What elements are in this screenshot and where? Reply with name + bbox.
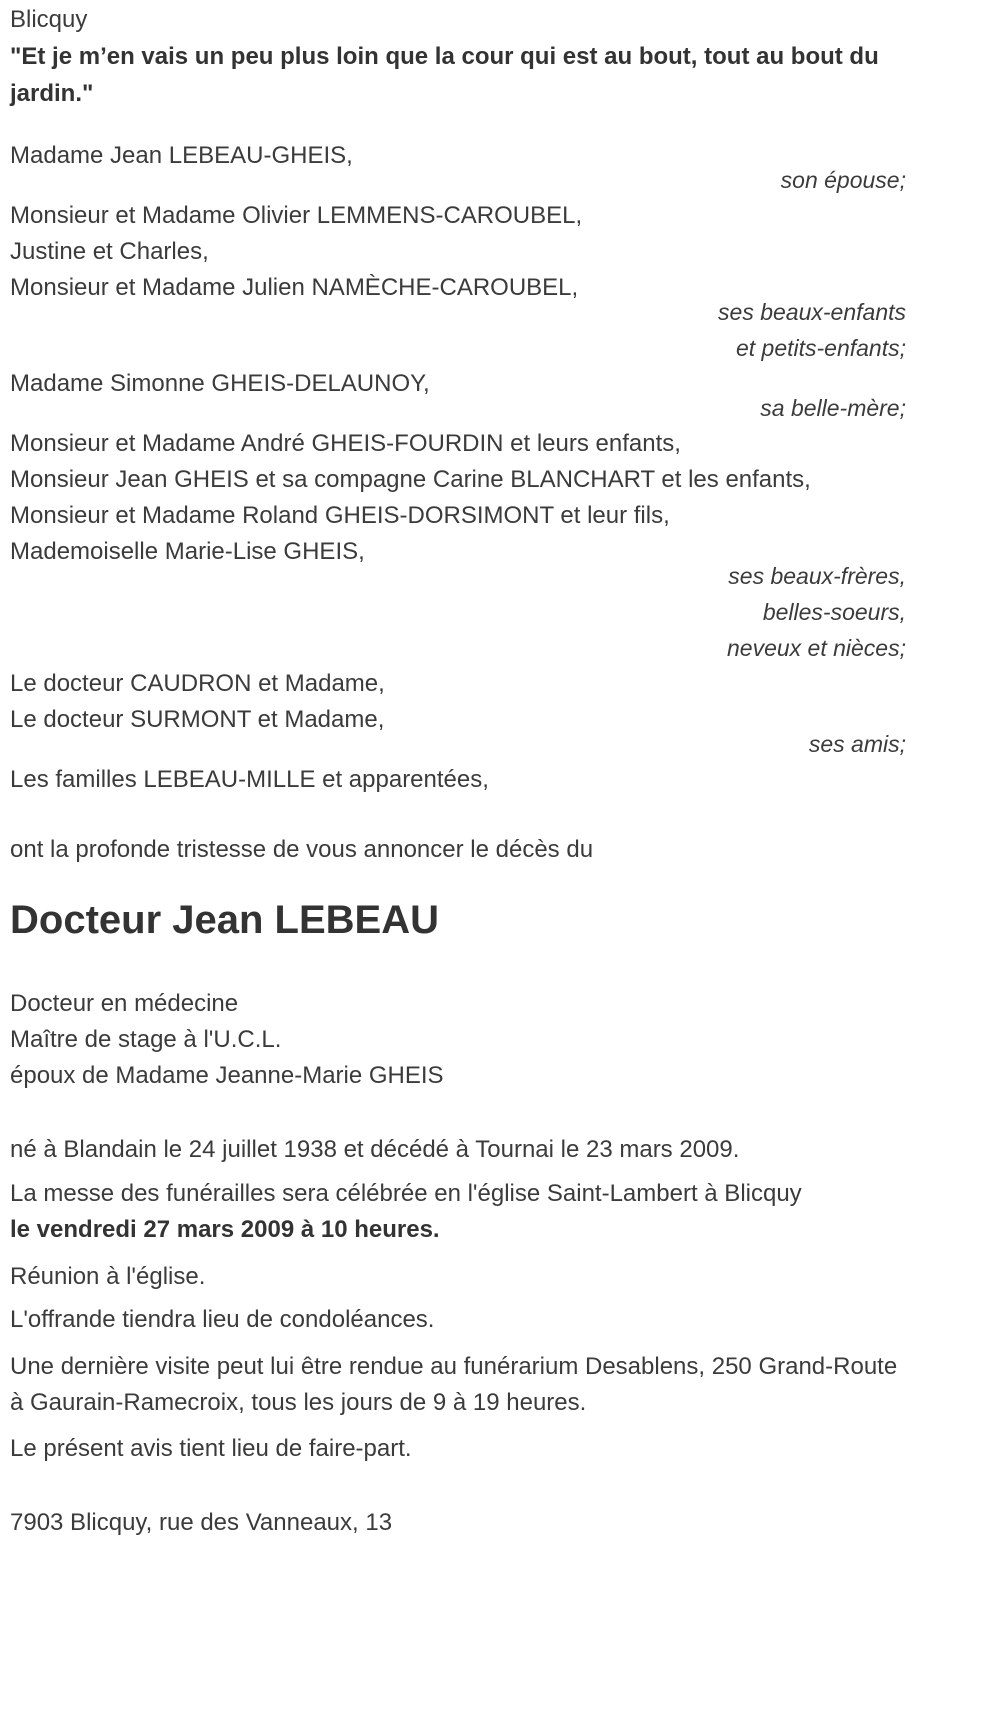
reunion-line: Réunion à l'église. bbox=[10, 1263, 206, 1290]
mourner-line: Justine et Charles, bbox=[10, 238, 209, 265]
mourner-line: Le docteur CAUDRON et Madame, bbox=[10, 670, 385, 697]
last-visit-paragraph: Une dernière visite peut lui être rendue au funérarium Desablens, 250 Grand-Route à Gaurain-Ramecroix, tous les jours de 9 à 19 heures. bbox=[10, 1353, 898, 1416]
title-line: Maître de stage à l'U.C.L. bbox=[10, 1026, 282, 1053]
place-line: Blicquy bbox=[10, 6, 88, 33]
mourner-line: Monsieur Jean GHEIS et sa compagne Carine BLANCHART et les enfants, bbox=[10, 466, 811, 493]
announcement-line: ont la profonde tristesse de vous annoncer le décès du bbox=[10, 836, 594, 863]
birth-death-line: né à Blandain le 24 juillet 1938 et décédé à Tournai le 23 mars 2009. bbox=[10, 1136, 740, 1163]
mourner-line: Madame Jean LEBEAU-GHEIS, bbox=[10, 142, 353, 169]
mourner-line: Monsieur et Madame André GHEIS-FOURDIN et leurs enfants, bbox=[10, 430, 681, 457]
mourner-line: Monsieur et Madame Olivier LEMMENS-CAROUBEL, bbox=[10, 202, 583, 229]
relation-line: ses amis; bbox=[808, 731, 906, 757]
relation-line: ses beaux-frères, bbox=[728, 563, 906, 589]
notice-line: Le présent avis tient lieu de faire-part. bbox=[10, 1435, 412, 1462]
mourner-line: Madame Simonne GHEIS-DELAUNOY, bbox=[10, 370, 430, 397]
relation-line: neveux et nièces; bbox=[726, 635, 906, 661]
mourner-line: Le docteur SURMONT et Madame, bbox=[10, 706, 385, 733]
offering-line: L'offrande tiendra lieu de condoléances. bbox=[10, 1306, 435, 1333]
mourner-line: Monsieur et Madame Roland GHEIS-DORSIMONT et leur fils, bbox=[10, 502, 670, 529]
relation-line: son épouse; bbox=[780, 167, 906, 193]
relation-line: et petits-enfants; bbox=[735, 335, 906, 361]
deceased-titles bbox=[10, 986, 906, 1094]
mourner-line: Mademoiselle Marie-Lise GHEIS, bbox=[10, 538, 365, 565]
mourner-line: Les familles LEBEAU-MILLE et apparentées, bbox=[10, 766, 489, 793]
mourners-list bbox=[10, 138, 906, 798]
relation-line: sa belle-mère; bbox=[760, 395, 906, 421]
title-line: époux de Madame Jeanne-Marie GHEIS bbox=[10, 1062, 444, 1089]
funeral-mass-paragraph bbox=[10, 1176, 906, 1248]
funeral-mass-datetime: le vendredi 27 mars 2009 à 10 heures. bbox=[10, 1216, 440, 1243]
deceased-name: Docteur Jean LEBEAU bbox=[10, 898, 439, 942]
relation-line: belles-soeurs, bbox=[762, 599, 906, 625]
epigraph-quote: "Et je m’en vais un peu plus loin que la cour qui est au bout, tout au bout du jardin." bbox=[10, 43, 879, 107]
relation-line: ses beaux-enfants bbox=[718, 299, 906, 325]
title-line: Docteur en médecine bbox=[10, 990, 239, 1017]
funeral-mass-text: La messe des funérailles sera célébrée en l'église Saint-Lambert à Blicquy bbox=[10, 1180, 802, 1207]
mourner-line: Monsieur et Madame Julien NAMÈCHE-CAROUBEL, bbox=[10, 274, 579, 301]
address-line: 7903 Blicquy, rue des Vanneaux, 13 bbox=[10, 1509, 393, 1536]
